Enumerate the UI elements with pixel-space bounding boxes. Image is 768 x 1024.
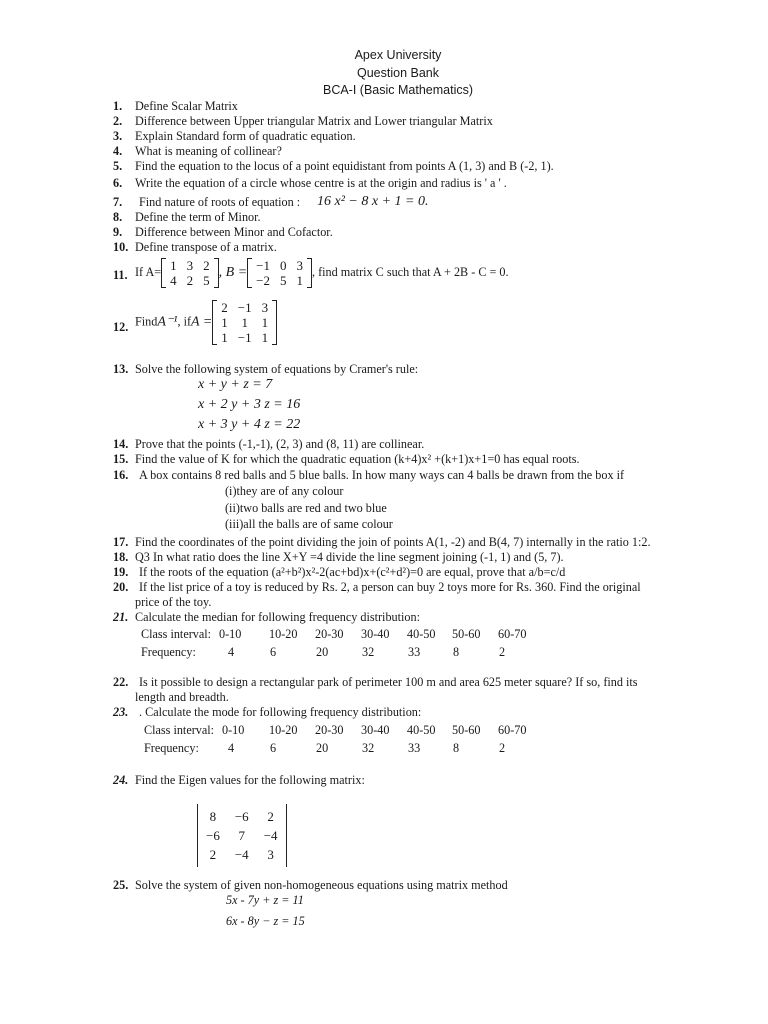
question-text: . Calculate the mode for following frequency distribution: [139,705,422,719]
question-text: Find the Eigen values for the following matrix: [135,773,365,787]
matrix-a: 2 −1 3 1 1 1 1 −1 1 [212,300,277,345]
matrix-method-equation-1: 5x - 7y + z = 11 [226,893,304,907]
question-number: 24. [113,773,129,787]
determinant-matrix: 8 −6 2 −6 7 −4 2 −4 3 [197,804,287,867]
question-text: Difference between Upper triangular Matrix and Lower triangular Matrix [135,114,493,128]
question-number: 17. [113,535,129,549]
question-number: 21. [113,610,129,624]
cramer-equation-2: x + 2 y + 3 z = 16 [198,397,301,412]
question-number: 4. [113,144,123,158]
sub-part-iii: (iii)all the balls are of same colour [225,517,393,531]
question-text: Write the equation of a circle whose centre is at the origin and radius is ' a ' . [135,176,507,190]
question-number: 23. [113,705,129,719]
question-text: Find the value of K for which the quadratic equation (k+4)x² +(k+1)x+1=0 has equal roots. [135,452,580,466]
class-interval-row: Class interval: 0-10 10-20 20-30 30-40 40-50 50-60 60-70 [144,722,527,737]
question-text: Solve the following system of equations by Cramer's rule: [135,362,419,376]
class-interval-row: Class interval: 0-10 10-20 20-30 30-40 40-50 50-60 60-70 [141,626,527,641]
question-text: If the list price of a toy is reduced by Rs. 2, a person can buy 2 toys more for Rs. 360. Find the original [139,580,641,594]
question-number: 1. [113,99,123,113]
matrix-b-label: , B = [218,264,248,280]
question-text: What is meaning of collinear? [135,144,282,158]
question-text: Prove that the points (-1,-1), (2, 3) and (8, 11) are collinear. [135,437,425,451]
question-text: Define Scalar Matrix [135,99,238,113]
matrix-a-label: A = [191,314,213,330]
question-text: If the roots of the equation (a²+b²)x²-2(ac+bd)x+(c²+d²)=0 are equal, prove that a/b=c/d [139,565,566,579]
question-number: 20. [113,580,129,594]
question-text: Find the coordinates of the point dividing the join of points A(1, -2) and B(4, 7) internally in the ratio 1:2. [135,535,651,549]
frequency-table-median [141,625,526,661]
eigen-matrix [197,804,287,867]
question-text: Define the term of Minor. [135,210,261,224]
question-text [135,300,277,345]
question-text: length and breadth. [135,690,229,704]
frequency-row: Frequency: 4 6 20 32 33 8 2 [144,740,506,755]
question-number: 11. [113,268,128,282]
document-title: Question Bank [357,66,439,80]
question-text: Calculate the median for following frequency distribution: [135,610,420,624]
question-number: 12. [113,320,129,334]
question-text: Find nature of roots of equation : [139,195,301,209]
cramer-equation-3: x + 3 y + 4 z = 22 [198,417,301,432]
matrix-method-equation-2: 6x - 8y − z = 15 [226,914,305,928]
question-number: 9. [113,225,123,239]
question-text: Solve the system of given non-homogeneous equations using matrix method [135,878,508,892]
question-number: 16. [113,468,129,482]
question-number: 3. [113,129,123,143]
matrix-a: 1 3 2 4 2 5 [161,258,219,288]
matrix-b: −1 0 3 −2 5 1 [247,258,312,288]
question-number: 19. [113,565,129,579]
question-text: Define transpose of a matrix. [135,240,277,254]
question-number: 25. [113,878,129,892]
question-number: 8. [113,210,123,224]
if-label: , if [177,314,192,329]
question-number: 10. [113,240,129,254]
question-text: price of the toy. [135,595,212,609]
question-text: A box contains 8 red balls and 5 blue balls. In how many ways can 4 balls be drawn from the box if [139,468,625,482]
question-number: 18. [113,550,129,564]
question-number: 13. [113,362,129,376]
question-number: 5. [113,159,123,173]
frequency-row: Frequency: 4 6 20 32 33 8 2 [141,644,506,659]
question-text: Q3 In what ratio does the line X+Y =4 divide the line segment joining (-1, 1) and (5, 7). [135,550,564,564]
quadratic-equation: 16 x² − 8 x + 1 = 0. [317,194,429,209]
question-number: 7. [113,195,123,209]
university-name: Apex University [354,48,442,62]
question-text [135,258,509,288]
a-inverse: A⁻¹ [157,314,178,330]
question-number: 6. [113,176,123,190]
sub-part-ii: (ii)two balls are red and two blue [225,501,387,515]
question-text: Explain Standard form of quadratic equation. [135,129,356,143]
cramer-equation-1: x + y + z = 7 [198,377,273,392]
question-number: 22. [113,675,129,689]
frequency-table-mode [144,721,526,757]
question-number: 15. [113,452,129,466]
question-text-rest: , find matrix C such that A + 2B - C = 0. [312,264,509,279]
question-text: Difference between Minor and Cofactor. [135,225,333,239]
course-title: BCA-I (Basic Mathematics) [322,83,474,97]
question-text: Find the equation to the locus of a point equidistant from points A (1, 3) and B (-2, 1). [135,159,554,173]
sub-part-i: (i)they are of any colour [225,484,344,498]
question-number: 2. [113,114,123,128]
question-number: 14. [113,437,129,451]
question-text: Is it possible to design a rectangular park of perimeter 100 m and area 625 meter square? If so, find its [139,675,638,689]
matrix-a-label: If A= [135,264,162,279]
find-label: Find [135,314,158,329]
